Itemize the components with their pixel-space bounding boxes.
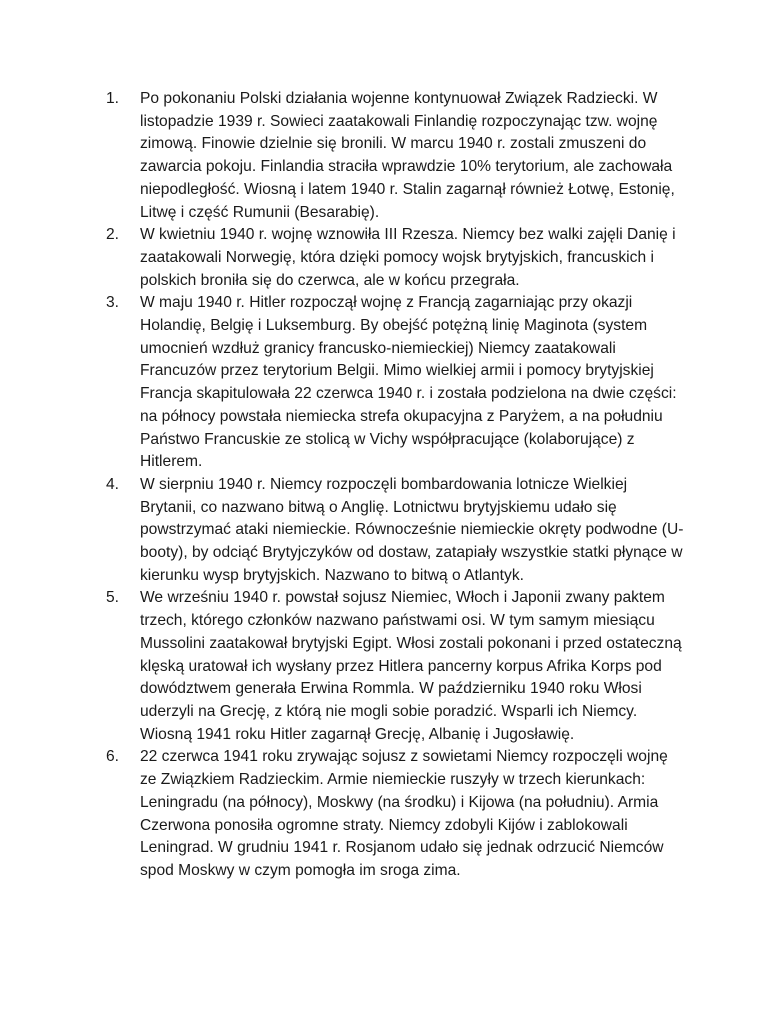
list-item-number: 1. xyxy=(106,90,120,107)
list-item-text: W kwietniu 1940 r. wojnę wznowiła III Rzesza. Niemcy bez walki zajęli Danię i zaatakowali Norwegię, która dzięki pomocy wojsk brytyjskich, francuskich i polskich broniła się do czerwca, ale w końcu przegrała. xyxy=(140,226,676,289)
numbered-list xyxy=(106,88,686,883)
list-item-text: Po pokonaniu Polski działania wojenne kontynuował Związek Radziecki. W listopadzie 1939 r. Sowieci zaatakowali Finlandię rozpoczynając tzw. wojnę zimową. Finowie dzielnie się bronili. W marcu 1940 r. zostali zmuszeni do zawarcia pokoju. Finlandia straciła wprawdzie 10% terytorium, ale zachowała niepodległość. Wiosną i latem 1940 r. Stalin zagarnął również Łotwę, Estonię, Litwę i część Rumunii (Besarabię). xyxy=(140,90,675,221)
list-item-number: 2. xyxy=(106,226,120,244)
list-item xyxy=(106,292,686,474)
list-item-number: 5. xyxy=(106,589,120,607)
list-item-number: 4. xyxy=(106,475,120,493)
list-item-text: 22 czerwca 1941 roku zrywając sojusz z sowietami Niemcy rozpoczęli wojnę ze Związkiem Radzieckim. Armie niemieckie ruszyły w trzech kierunkach: Leningradu (na północy), Moskwy (na środku) i Kijowa (na południu). Armia Czerwona ponosiła ogromne straty. Niemcy zdobyli Kijów i zablokowali Leningrad. W grudniu 1941 r. Rosjanom udało się jednak odrzucić Niemców spod Moskwy w czym pomogła im sroga zima. xyxy=(140,748,668,879)
list-item-number: 3. xyxy=(106,294,120,312)
list-item-text: W sierpniu 1940 r. Niemcy rozpoczęli bombardowania lotnicze Wielkiej Brytanii, co nazwano bitwą o Anglię. Lotnictwu brytyjskiemu udało się powstrzymać ataki niemieckie. Równocześnie niemieckie okręty podwodne (U-booty), by odciąć Brytyjczyków od dostaw, zatapiały wszystkie statki płynące w kierunku wysp brytyjskich. Nazwano to bitwą o Atlantyk. xyxy=(140,475,684,584)
list-item-text: W maju 1940 r. Hitler rozpoczął wojnę z Francją zagarniając przy okazji Holandię, Belgię i Luksemburg. By obejść potężną linię Maginota (system umocnień wzdłuż granicy francusko-niemieckiej) Niemcy zaatakowali Francuzów przez terytorium Belgii. Mimo wielkiej armii i pomocy brytyjskiej Francja skapitulowała 22 czerwca 1940 r. i została podzielona na dwie części: na północy powstała niemiecka strefa okupacyjna z Paryżem, a na południu Państwo Francuskie ze stolicą w Vichy współpracujące (kolaborujące) z Hitlerem. xyxy=(140,294,677,471)
list-item xyxy=(106,474,686,588)
list-item xyxy=(106,587,686,746)
list-item-text: We wrześniu 1940 r. powstał sojusz Niemiec, Włoch i Japonii zwany paktem trzech, którego członków nazwano państwami osi. W tym samym miesiącu Mussolini zaatakował brytyjski Egipt. Włosi zostali pokonani i przed ostateczną klęską uratował ich wysłany przez Hitlera pancerny korpus Afrika Korps pod dowództwem generała Erwina Rommla. W październiku 1940 roku Włosi uderzyli na Grecję, z którą nie mogli sobie poradzić. Wsparli ich Niemcy. Wiosną 1941 roku Hitler zagarnął Grecję, Albanię i Jugosławię. xyxy=(140,589,682,743)
list-item-number: 6. xyxy=(106,748,120,766)
list-item xyxy=(106,224,686,292)
list-item xyxy=(106,746,686,882)
list-item xyxy=(106,88,686,224)
